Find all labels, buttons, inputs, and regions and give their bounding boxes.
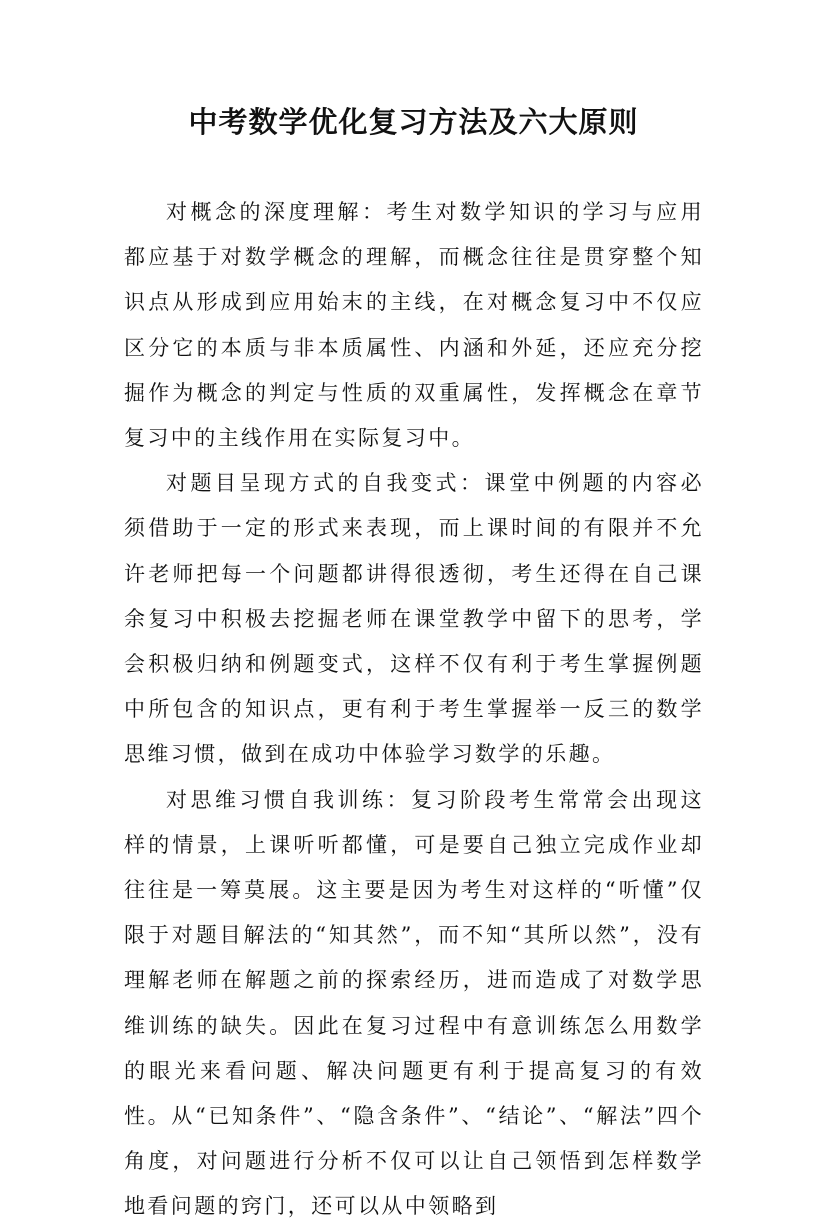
paragraph-thinking-training: 对思维习惯自我训练：复习阶段考生常常会出现这样的情景，上课听听都懂，可是要自己独立完成作业却往往是一筹莫展。这主要是因为考生对这样的“听懂”仅限于对题目解法的“知其然”，而不知“其所以然”，没有理解老师在解题之前的探索经历，进而造成了对数学思维训练的缺失。因此在复习过程中有意训练怎么用数学的眼光来看问题、解决问题更有利于提高复习的有效性。从“已知条件”、“隐含条件”、“结论”、“解法”四个角度，对问题进行分析不仅可以让自己领悟到怎样数学地看问题的窍门，还可以从中领略到 (124, 787, 704, 1219)
paragraph-concept-understanding: 对概念的深度理解：考生对数学知识的学习与应用都应基于对数学概念的理解，而概念往往是贯穿整个知识点从形成到应用始末的主线，在对概念复习中不仅应区分它的本质与非本质属性、内涵和外延，还应充分挖掘作为概念的判定与性质的双重属性，发挥概念在章节复习中的主线作用在实际复习中。 (124, 200, 704, 451)
document-title: 中考数学优化复习方法及六大原则 (188, 105, 639, 139)
document-body (124, 190, 704, 1230)
paragraph-problem-variation: 对题目呈现方式的自我变式：课堂中例题的内容必须借助于一定的形式来表现，而上课时间的有限并不允许老师把每一个问题都讲得很透彻，考生还得在自己课余复习中积极去挖掘老师在课堂教学中留下的思考，学会积极归纳和例题变式，这样不仅有利于考生掌握例题中所包含的知识点，更有利于考生掌握举一反三的数学思维习惯，做到在成功中体验学习数学的乐趣。 (124, 471, 704, 767)
